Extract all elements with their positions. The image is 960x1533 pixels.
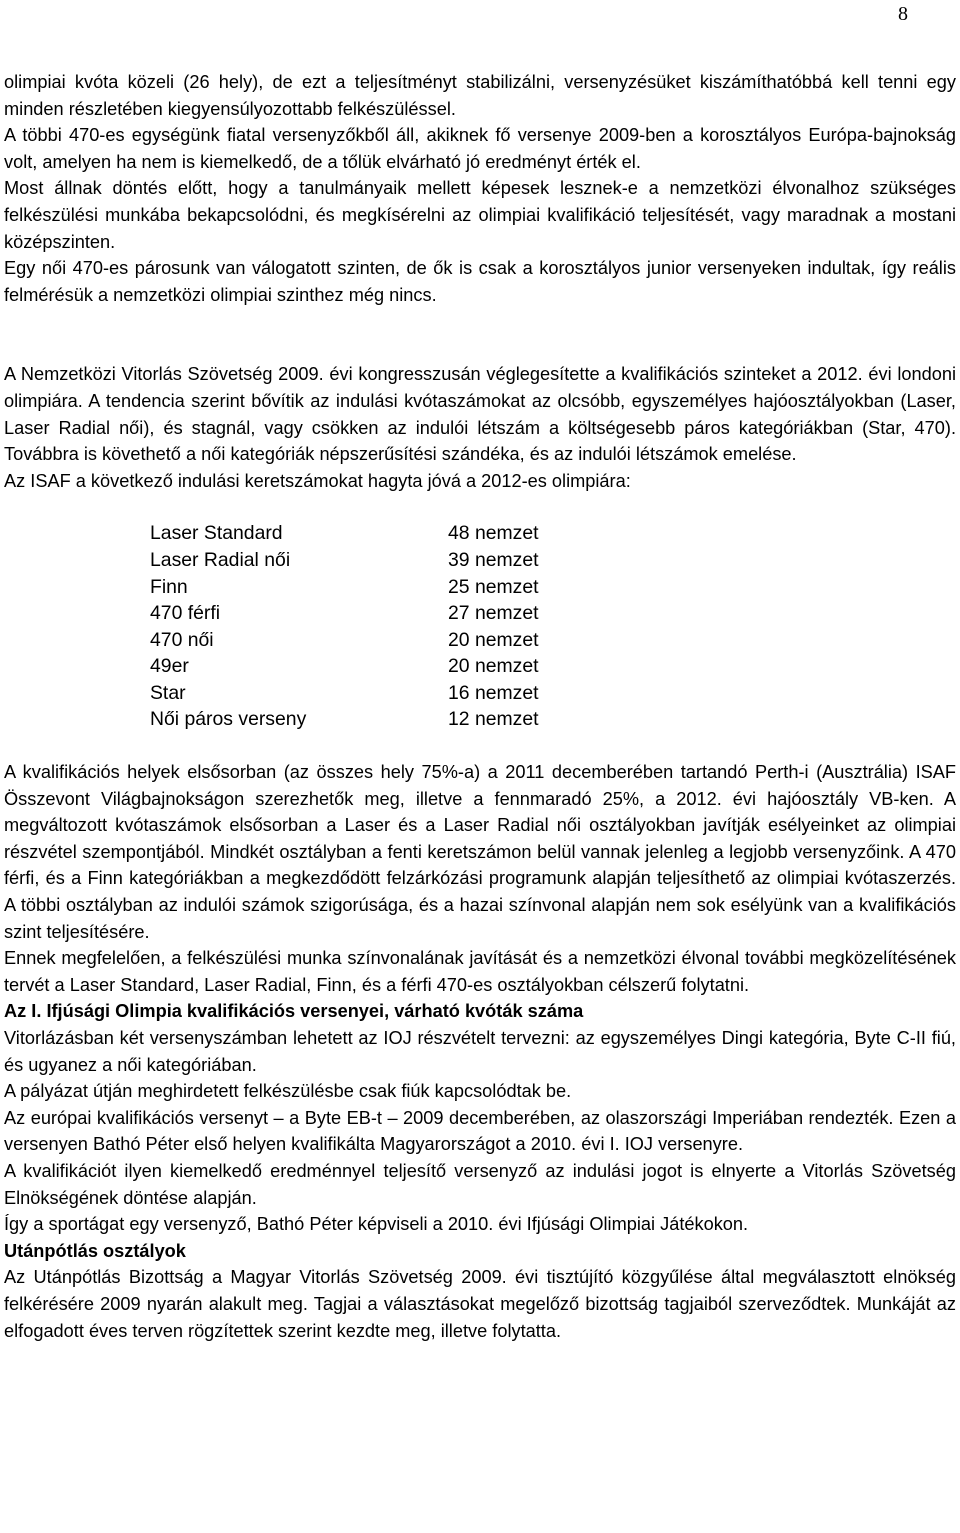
page-number: 8	[898, 3, 908, 25]
paragraph-qualification: A kvalifikációs helyek elsősorban (az összes hely 75%-a) a 2011 decemberében tartandó Perth-i (Ausztrália) ISAF Összevont Világbajnokságon szerezhetők meg, illetve a fennmaradó 25%, a 2012. évi hajóosztály VB-ken. A megváltozott kvótaszámok elsősorban a Laser és a Laser Radial női osztályokban javítják esélyeinket az olimpiai részvétel szempontjából. Mindkét osztályban a fenti keretszámon belül vannak jelenleg a legjobb versenyzőink. A 470 férfi, és a Finn kategóriákban a megkezdődött felzárkózási programunk alapján teljesíthető az olimpiai kvótaszerzés. A többi osztályban az indulói számok szigorúsága, és a hazai színvonal alapján nem sok esélyünk van a kvalifikációs szint teljesítésére.	[4, 762, 956, 942]
paragraph-youth-representative: Így a sportágat egy versenyző, Bathó Péter képviseli a 2010. évi Ifjúsági Olimpiai Játékokon.	[4, 1214, 749, 1235]
heading-youth-olympics: Az I. Ifjúsági Olimpia kvalifikációs versenyei, várható kvóták száma	[4, 1001, 584, 1022]
table-cell-class: Star	[150, 681, 186, 704]
paragraph-isaf-congress: A Nemzetközi Vitorlás Szövetség 2009. évi kongresszusán véglegesítette a kvalifikációs szinteket a 2012. évi londoni olimpiára. A tendencia szerint bővítik az indulási kvótaszámokat az olcsóbb, egyszemélyes hajóosztályokban (Laser, Laser Radial női), és stagnál, vagy csökken az indulói létszám a költségesebb páros kategóriákban (Star, 470). Továbbra is követhető a női kategóriák népszerűsítési szándéka, és az indulói létszámok emelése.	[4, 364, 956, 465]
table-cell-class: 470 női	[150, 628, 214, 651]
table-row	[150, 600, 539, 627]
table-cell-quota: 20 nemzet	[448, 628, 539, 651]
table-row	[150, 680, 539, 707]
paragraph-youth-right: A kvalifikációt ilyen kiemelkedő eredménnyel teljesítő versenyző az indulási jogot is elnyerte a Vitorlás Szövetség Elnökségének döntése alapján.	[4, 1160, 956, 1208]
table-cell-quota: 16 nemzet	[448, 681, 539, 704]
paragraph-470-young-sailors: A többi 470-es egységünk fiatal versenyzőkből áll, akiknek fő versenye 2009-ben a korosztályos Európa-bajnokság volt, amelyen ha nem is kiemelkedő, de a tőlük elvárható jó eredményt érték el.	[4, 125, 956, 172]
table-cell-class: 470 férfi	[150, 602, 221, 625]
table-row	[150, 574, 539, 601]
quota-table	[150, 520, 539, 733]
table-row	[150, 627, 539, 654]
table-row	[150, 653, 539, 680]
paragraph-plan: Ennek megfelelően, a felkészülési munka színvonalának javítását és a nemzetközi élvonal további megközelítésének tervét a Laser Standard, Laser Radial, Finn, és a férfi 470-es osztályokban célszerű folytatni.	[4, 948, 956, 995]
table-cell-class: Laser Standard	[150, 522, 283, 545]
table-cell-quota: 39 nemzet	[448, 548, 539, 571]
document-body	[4, 69, 956, 1344]
table-cell-class: Finn	[150, 575, 188, 598]
table-cell-class: 49er	[150, 655, 189, 678]
paragraph-olympic-quota: olimpiai kvóta közeli (26 hely), de ezt a teljesítményt stabilizálni, versenyzésüket kiszámíthatóbbá kell tenni egy minden részletében kiegyensúlyozottabb felkészüléssel.	[4, 72, 956, 119]
paragraph-youth-events: Vitorlázásban két versenyszámban lehetett az IOJ részvételt tervezni: az egyszemélyes Dingi kategória, Byte C-II fiú, és ugyanez a női kategóriában.	[4, 1028, 956, 1075]
paragraph-youth-european: Az európai kvalifikációs versenyt – a Byte EB-t – 2009 decemberében, az olaszországi Imperiában rendezték. Ezen a versenyen Bathó Péter első helyen kvalifikálta Magyarországot a 2010. évi I. IOJ versenyre.	[4, 1107, 956, 1155]
paragraph-youth-boys: A pályázat útján meghirdetett felkészülésbe csak fiúk kapcsolódtak be.	[4, 1081, 572, 1102]
heading-junior-classes: Utánpótlás osztályok	[4, 1240, 186, 1261]
table-cell-quota: 48 nemzet	[448, 522, 539, 545]
table-row	[150, 547, 539, 574]
table-cell-class: Laser Radial női	[150, 548, 291, 571]
table-row	[150, 706, 539, 733]
table-row	[150, 520, 539, 547]
table-cell-quota: 20 nemzet	[448, 655, 539, 678]
table-cell-quota: 12 nemzet	[448, 708, 539, 731]
paragraph-decision: Most állnak döntés előtt, hogy a tanulmányaik mellett képesek lesznek-e a nemzetközi élvonalhoz szükséges felkészülési munkába bekapcsolódni, és megkísérelni az olimpiai kvalifikáció teljesítését, vagy maradnak a mostani középszinten.	[4, 178, 956, 252]
table-cell-quota: 27 nemzet	[448, 602, 539, 625]
table-cell-quota: 25 nemzet	[448, 575, 539, 598]
paragraph-women-470: Egy női 470-es párosunk van válogatott szinten, de ők is csak a korosztályos junior versenyeken indultak, így reális felmérésük a nemzetközi olimpiai szinthez még nincs.	[4, 258, 956, 305]
paragraph-junior-committee: Az Utánpótlás Bizottság a Magyar Vitorlás Szövetség 2009. évi tisztújító közgyűlése által megválasztott elnökség felkérésére 2009 nyarán alakult meg. Tagjai a választásokat megelőző bizottság tagjaiból szerveződtek. Munkáját az elfogadott éves terven rögzítettek szerint kezdte meg, illetve folytatta.	[4, 1267, 956, 1341]
table-cell-class: Női páros verseny	[150, 708, 307, 731]
paragraph-isaf-intro: Az ISAF a következő indulási keretszámokat hagyta jóvá a 2012-es olimpiára:	[4, 470, 631, 491]
